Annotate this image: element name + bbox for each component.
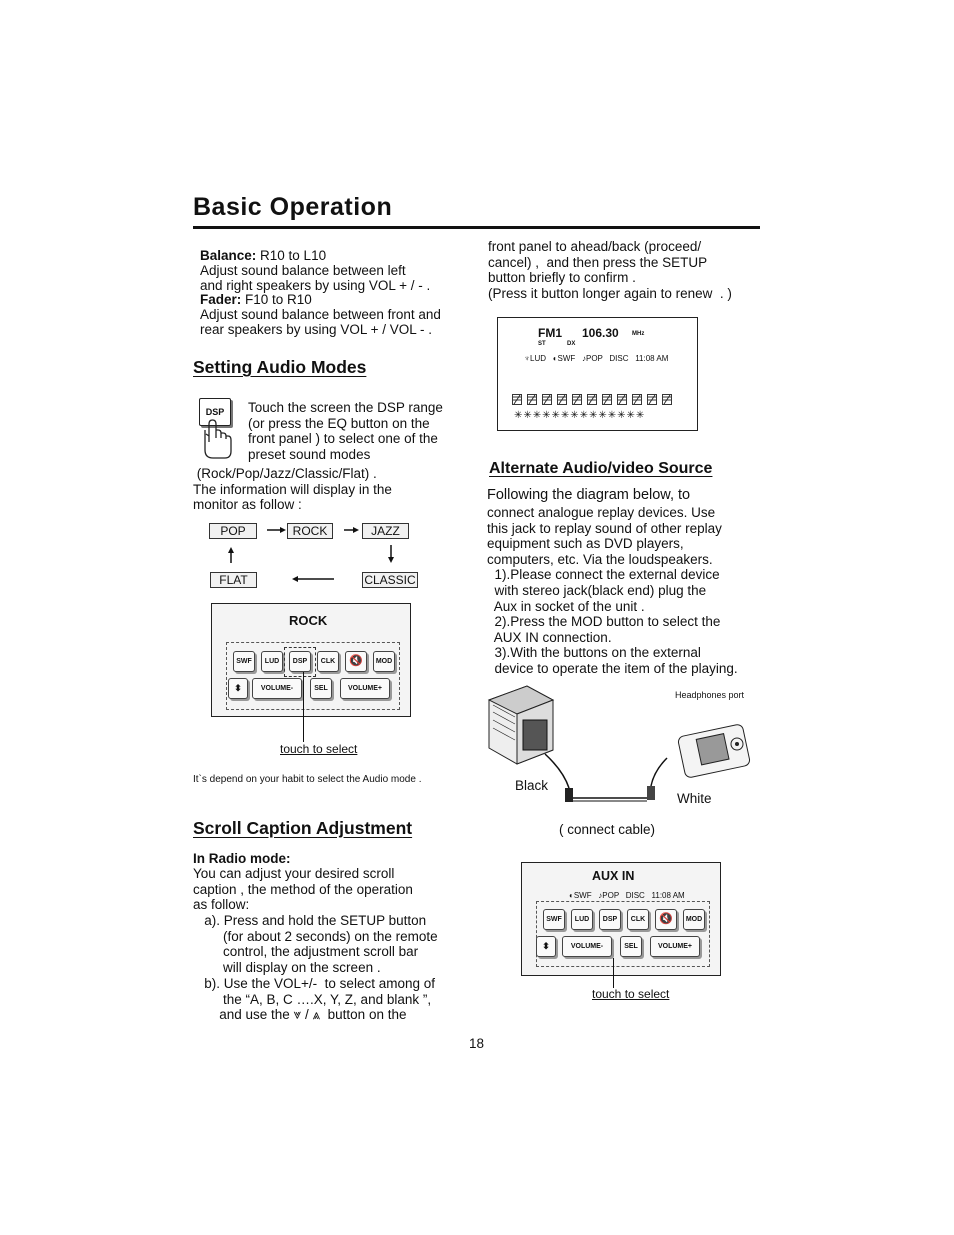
scroll-step-a: a). Press and hold the SETUP button (for about 2 seconds) on the remote control, the adjustment scroll bar will display on the screen . [204, 913, 438, 975]
radio-status-row [524, 354, 668, 363]
portable-player-illustration [677, 724, 750, 779]
headphones-port-label: Headphones port [675, 690, 745, 700]
radio-time: 11:08 AM [635, 354, 669, 363]
scroll-caption-text: You can adjust your desired scroll caption , the method of the operation as follow: [193, 866, 413, 913]
speaker-icon: ◐ [569, 891, 574, 900]
rock-screen [211, 603, 411, 717]
aux-disc: DISC [625, 891, 645, 900]
dsp-instructions: Touch the screen the DSP range (or press the EQ button on the front panel ) to select one of the preset sound modes [248, 400, 443, 462]
dsp-highlight [284, 647, 316, 677]
radio-lud: LUD [530, 354, 547, 363]
title-rule [193, 226, 760, 229]
balance-label: Balance: [200, 248, 257, 263]
fader-desc-2: rear speakers by using VOL + / VOL - . [200, 322, 432, 337]
right-top-text: front panel to ahead/back (proceed/ cancel) , and then press the SETUP button briefly to confirm . (Press it button longer again to renew . ) [488, 239, 732, 301]
aux-screen [521, 862, 721, 976]
aux-touch-to-select-label: touch to select [592, 987, 670, 1001]
fader-line [200, 292, 312, 308]
balance-range: R10 to L10 [256, 248, 327, 263]
alt-source-heading: Alternate Audio/video Source [489, 460, 713, 477]
caption-stars: ✳✳✳✳✳✳✳✳✳✳✳✳✳✳ [514, 410, 646, 421]
step-b-end-pre: and use the [193, 1007, 290, 1022]
radio-dx: DX [567, 341, 576, 347]
radio-mode-subheading: In Radio mode: [193, 851, 291, 866]
volume-minus-button[interactable]: VOLUME- [252, 678, 302, 699]
balance-desc-2: and right speakers by using VOL + / - . [200, 278, 431, 293]
alt-source-lead: Following the diagram below, to [487, 487, 691, 503]
head-unit-illustration [489, 686, 553, 764]
radio-frequency: 106.30 [582, 326, 619, 340]
down-chevron-icon: ⩔ [293, 1007, 302, 1022]
speaker-icon: ◐ [552, 354, 558, 363]
alt-source-text: connect analogue replay devices. Use this jack to replay sound of other replay equipment such as DVD players, computers, etc. Via the loudspeakers. 1).Please connect the external device with stereo jack(black end) plug the Aux in socket of the unit . 2).Press the MOD button to select the AUX IN connection. 3).With the buttons on the external device to operate the item of the playing. [487, 505, 738, 676]
radio-st: ST [538, 341, 546, 347]
rock-screen-title: ROCK [289, 613, 328, 628]
sel-button[interactable]: SEL [310, 678, 332, 699]
mod-button[interactable]: MOD [683, 909, 705, 930]
mode-jazz: JAZZ [362, 523, 409, 539]
scroll-step-b: b). Use the VOL+/- to select among of the “A, B, C ….X, Y, Z, and blank ”, [204, 976, 435, 1007]
scroll-step-b-end [193, 1007, 406, 1023]
sel-button[interactable]: SEL [620, 936, 642, 957]
volume-minus-button[interactable]: VOLUME- [562, 936, 612, 957]
clk-button[interactable]: CLK [317, 651, 339, 672]
connect-cable-label: ( connect cable) [559, 822, 656, 837]
dsp-button[interactable]: DSP [289, 651, 311, 672]
aux-touch-leader-line [613, 958, 614, 988]
radio-band: FM1 [538, 326, 562, 340]
volume-plus-button[interactable]: VOLUME+ [650, 936, 700, 957]
note-icon: ♪ [581, 354, 586, 363]
mode-flat: FLAT [210, 572, 257, 588]
radio-unit: MHz [632, 331, 645, 337]
step-b-end-post: button on the [327, 1007, 407, 1022]
swf-button[interactable]: SWF [543, 909, 565, 930]
clk-button[interactable]: CLK [627, 909, 649, 930]
scroll-caption-heading: Scroll Caption Adjustment [193, 818, 413, 838]
mode-cycle-arrows [200, 515, 430, 595]
up-chevron-icon: ⩓ [312, 1007, 321, 1022]
aux-swf: SWF [573, 891, 592, 900]
touch-to-select-label: touch to select [280, 742, 358, 756]
lud-button[interactable]: LUD [571, 909, 593, 930]
note-icon: ♪ [598, 891, 603, 900]
mode-pop: POP [209, 523, 257, 539]
radio-swf: SWF [557, 354, 576, 363]
page-number: 18 [469, 1036, 485, 1051]
up-down-icon[interactable]: ⬍ [536, 936, 556, 957]
dsp-button[interactable]: DSP [599, 909, 621, 930]
dsp-button-icon: DSP [199, 398, 231, 426]
setting-audio-heading: Setting Audio Modes [193, 357, 367, 377]
mod-button[interactable]: MOD [373, 651, 395, 672]
touch-leader-line [303, 672, 304, 742]
radio-disc: DISC [609, 354, 629, 363]
lud-button[interactable]: LUD [261, 651, 283, 672]
step-b-separator: / [304, 1007, 309, 1022]
balance-line [200, 248, 326, 264]
mode-rock: ROCK [287, 523, 333, 539]
aux-time: 11:08 AM [651, 891, 685, 900]
swf-button[interactable]: SWF [233, 651, 255, 672]
fader-label: Fader: [200, 292, 242, 307]
mute-icon[interactable]: 🔇 [345, 651, 367, 672]
mode-classic: CLASSIC [362, 572, 418, 588]
loudness-icon: ♆ [524, 354, 530, 363]
up-down-icon[interactable]: ⬍ [228, 678, 248, 699]
radio-screen [497, 317, 698, 431]
hand-pointer-icon [193, 396, 239, 460]
aux-pop: POP [602, 891, 620, 900]
dsp-touch-icon [193, 396, 239, 460]
aux-status-row [569, 891, 685, 900]
balance-desc-1: Adjust sound balance between left [200, 263, 406, 278]
black-label: Black [515, 778, 549, 793]
radio-pop: POP [585, 354, 603, 363]
volume-plus-button[interactable]: VOLUME+ [340, 678, 390, 699]
mute-icon[interactable]: 🔇 [655, 909, 677, 930]
scroll-caption-cells [512, 394, 682, 406]
aux-screen-title: AUX IN [592, 869, 635, 883]
dsp-modes-info: (Rock/Pop/Jazz/Classic/Flat) . The information will display in the monitor as follow : [193, 466, 392, 513]
page-title: Basic Operation [193, 193, 393, 221]
audio-mode-note: It`s depend on your habit to select the Audio mode . [193, 774, 422, 785]
white-label: White [677, 791, 712, 806]
fader-range: F10 to R10 [241, 292, 312, 307]
fader-desc-1: Adjust sound balance between front and [200, 307, 441, 322]
